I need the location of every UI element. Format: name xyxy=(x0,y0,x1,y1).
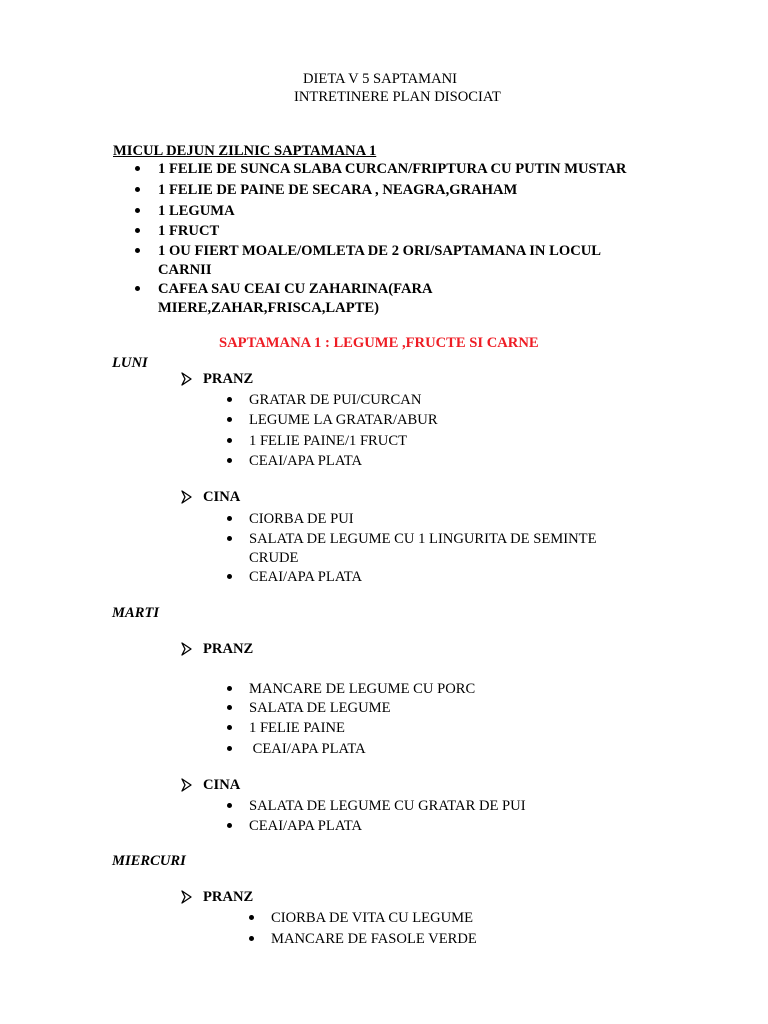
breakfast-item: 1 FRUCT xyxy=(158,223,220,239)
week-heading: SAPTAMANA 1 : LEGUME ,FRUCTE SI CARNE xyxy=(219,335,539,351)
meal-item: MANCARE DE FASOLE VERDE xyxy=(271,931,477,947)
bullet-icon xyxy=(227,536,232,541)
bullet-icon xyxy=(135,187,140,192)
meal-item: CEAI/APA PLATA xyxy=(249,818,363,834)
day-label-luni: LUNI xyxy=(112,355,148,371)
meal-item: SALATA DE LEGUME CU 1 LINGURITA DE SEMINTE xyxy=(249,531,597,547)
breakfast-item: CAFEA SAU CEAI CU ZAHARINA(FARA xyxy=(158,281,433,297)
bullet-icon xyxy=(135,286,140,291)
bullet-icon xyxy=(249,936,254,941)
meal-label-cina: CINA xyxy=(203,489,241,505)
meal-item: LEGUME LA GRATAR/ABUR xyxy=(249,412,438,428)
bullet-icon xyxy=(227,803,232,808)
meal-label-pranz: PRANZ xyxy=(203,371,254,387)
arrow-bullet-icon xyxy=(181,778,193,792)
breakfast-heading: MICUL DEJUN ZILNIC SAPTAMANA 1 xyxy=(113,143,377,159)
breakfast-item: 1 FELIE DE PAINE DE SECARA , NEAGRA,GRAHAM xyxy=(158,182,518,198)
breakfast-item-continued: CARNII xyxy=(158,262,212,278)
bullet-icon xyxy=(227,746,232,751)
breakfast-item: 1 FELIE DE SUNCA SLABA CURCAN/FRIPTURA CU PUTIN MUSTAR xyxy=(158,161,627,177)
arrow-bullet-icon xyxy=(181,642,193,656)
meal-item: MANCARE DE LEGUME CU PORC xyxy=(249,681,476,697)
meal-item: CIORBA DE VITA CU LEGUME xyxy=(271,910,474,926)
day-label-marti: MARTI xyxy=(112,605,160,621)
arrow-bullet-icon xyxy=(181,890,193,904)
breakfast-item-continued: MIERE,ZAHAR,FRISCA,LAPTE) xyxy=(158,300,379,316)
meal-item: CIORBA DE PUI xyxy=(249,511,354,527)
meal-item: SALATA DE LEGUME CU GRATAR DE PUI xyxy=(249,798,526,814)
meal-item: SALATA DE LEGUME xyxy=(249,700,391,716)
breakfast-item: 1 LEGUMA xyxy=(158,203,235,219)
bullet-icon xyxy=(135,248,140,253)
breakfast-item: 1 OU FIERT MOALE/OMLETA DE 2 ORI/SAPTAMANA IN LOCUL xyxy=(158,243,602,259)
doc-title-line2: INTRETINERE PLAN DISOCIAT xyxy=(294,89,501,105)
bullet-icon xyxy=(227,417,232,422)
bullet-icon xyxy=(135,208,140,213)
bullet-icon xyxy=(227,725,232,730)
meal-item: CEAI/APA PLATA xyxy=(249,453,363,469)
meal-item: 1 FELIE PAINE/1 FRUCT xyxy=(249,433,407,449)
meal-item: 1 FELIE PAINE xyxy=(249,720,345,736)
bullet-icon xyxy=(135,228,140,233)
bullet-icon xyxy=(227,705,232,710)
meal-label-pranz: PRANZ xyxy=(203,641,254,657)
bullet-icon xyxy=(227,458,232,463)
bullet-icon xyxy=(227,823,232,828)
bullet-icon xyxy=(227,516,232,521)
meal-item-continued: CRUDE xyxy=(249,550,299,566)
bullet-icon xyxy=(135,166,140,171)
bullet-icon xyxy=(227,397,232,402)
bullet-icon xyxy=(249,915,254,920)
bullet-icon xyxy=(227,686,232,691)
doc-title-line1: DIETA V 5 SAPTAMANI xyxy=(303,71,458,87)
arrow-bullet-icon xyxy=(181,372,193,386)
meal-item: CEAI/APA PLATA xyxy=(249,741,366,757)
bullet-icon xyxy=(227,574,232,579)
arrow-bullet-icon xyxy=(181,490,193,504)
day-label-miercuri: MIERCURI xyxy=(112,853,186,869)
meal-label-cina: CINA xyxy=(203,777,241,793)
bullet-icon xyxy=(227,438,232,443)
meal-item: GRATAR DE PUI/CURCAN xyxy=(249,392,422,408)
meal-item: CEAI/APA PLATA xyxy=(249,569,363,585)
meal-label-pranz: PRANZ xyxy=(203,889,254,905)
